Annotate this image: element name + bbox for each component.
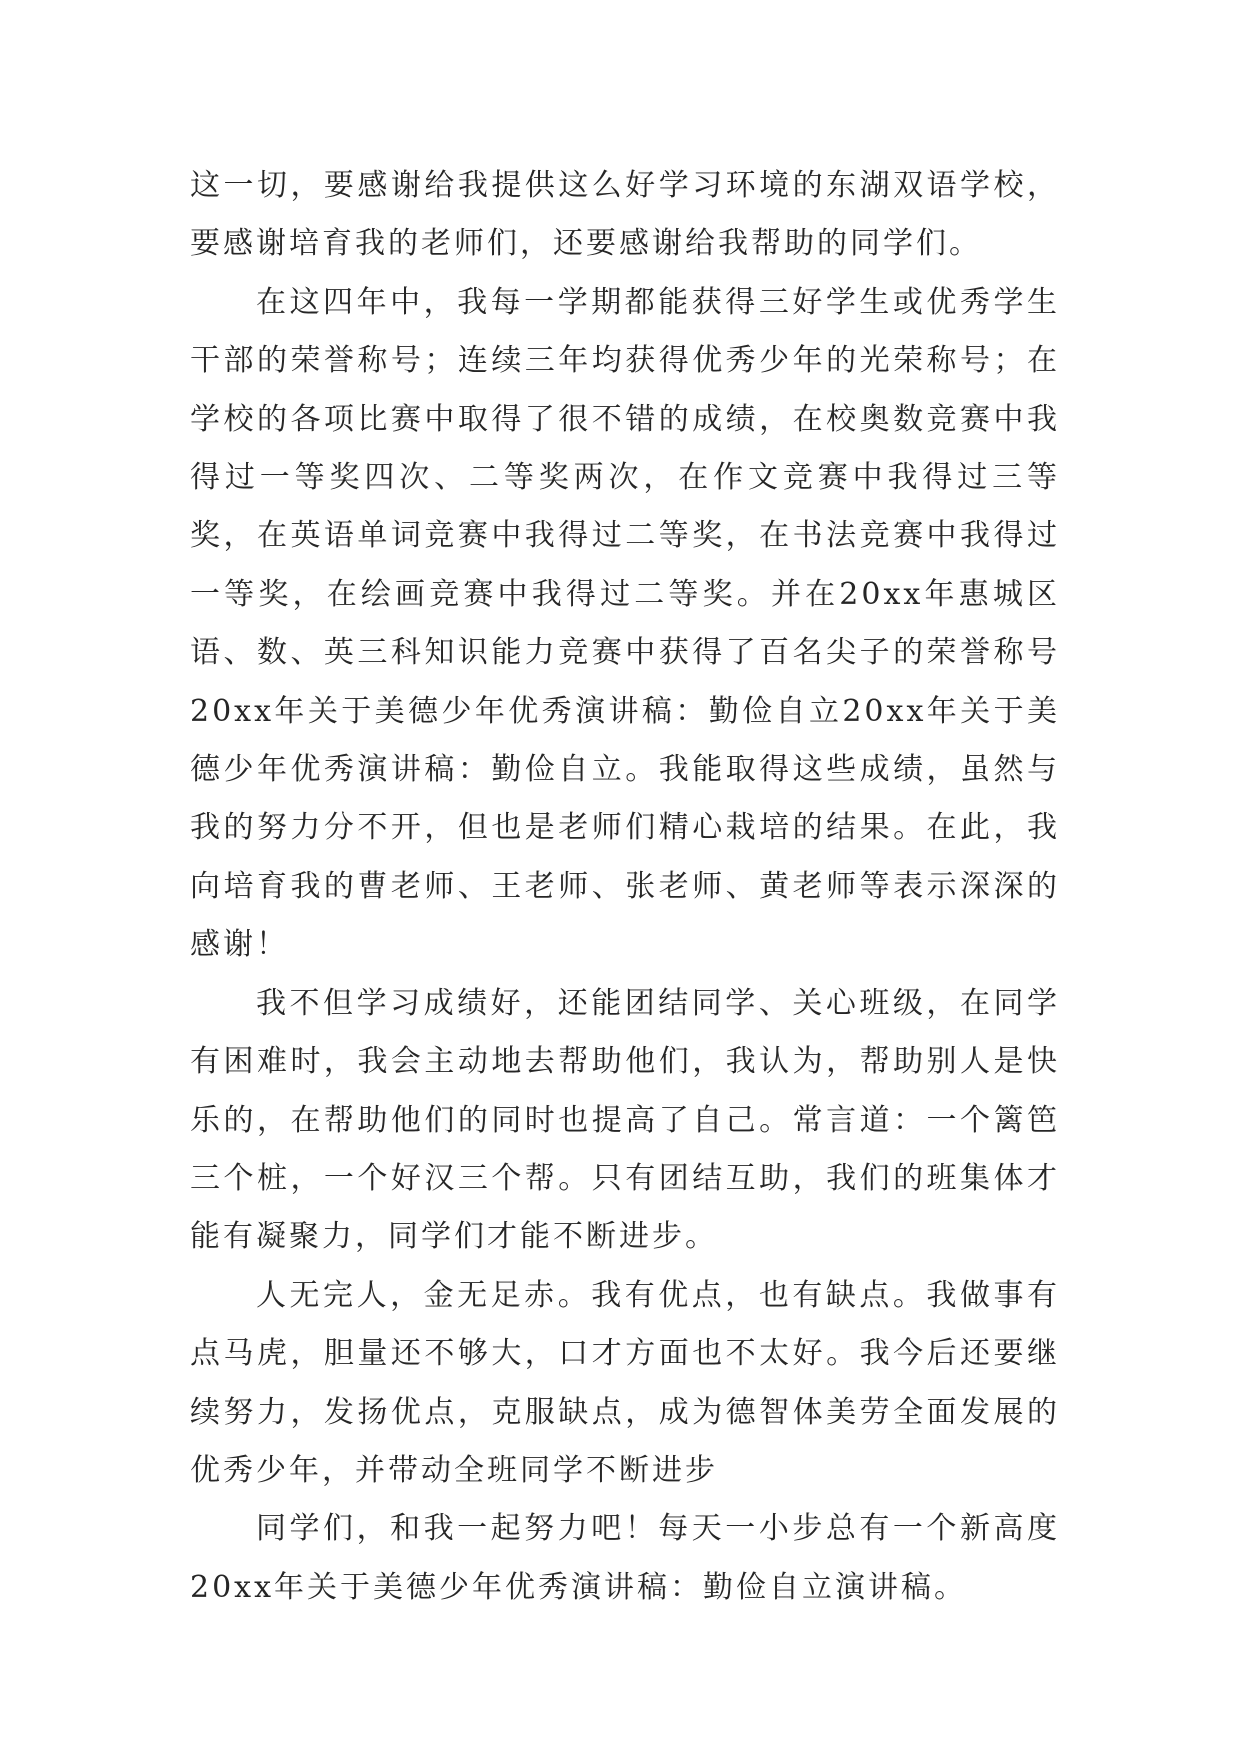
paragraph-continuation: 这一切，要感谢给我提供这么好学习环境的东湖双语学校，要感谢培育我的老师们，还要感谢给我帮助的同学们。 bbox=[190, 168, 1060, 262]
paragraph-teamwork: 我不但学习成绩好，还能团结同学、关心班级，在同学有困难时，我会主动地去帮助他们，我认为，帮助别人是快乐的，在帮助他们的同时也提高了自己。常言道：一个篱笆三个桩，一个好汉三个帮。只有团结互助，我们的班集体才能有凝聚力，同学们才能不断进步。 bbox=[190, 985, 1060, 1255]
paragraph-shortcomings: 人无完人，金无足赤。我有优点，也有缺点。我做事有点马虎，胆量还不够大，口才方面也不太好。我今后还要继续努力，发扬优点，克服缺点，成为德智体美劳全面发展的优秀少年，并带动全班同学不断进步 bbox=[190, 1277, 1060, 1488]
paragraph-achievements: 在这四年中，我每一学期都能获得三好学生或优秀学生干部的荣誉称号；连续三年均获得优秀少年的光荣称号；在学校的各项比赛中取得了很不错的成绩，在校奥数竞赛中我得过一等奖四次、二等奖两次，在作文竞赛中我得过三等奖，在英语单词竞赛中我得过二等奖，在书法竞赛中我得过一等奖，在绘画竞赛中我得过二等奖。并在20xx年惠城区语、数、英三科知识能力竞赛中获得了百名尖子的荣誉称号20xx年关于美德少年优秀演讲稿：勤俭自立20xx年关于美德少年优秀演讲稿：勤俭自立。我能取得这些成绩，虽然与我的努力分不开，但也是老师们精心栽培的结果。在此，我向培育我的曹老师、王老师、张老师、黄老师等表示深深的感谢！ bbox=[190, 284, 1060, 963]
document-body bbox=[190, 157, 1060, 1617]
paragraph-closing: 同学们，和我一起努力吧！每天一小步总有一个新高度20xx年关于美德少年优秀演讲稿：勤俭自立演讲稿。 bbox=[190, 1511, 1060, 1605]
